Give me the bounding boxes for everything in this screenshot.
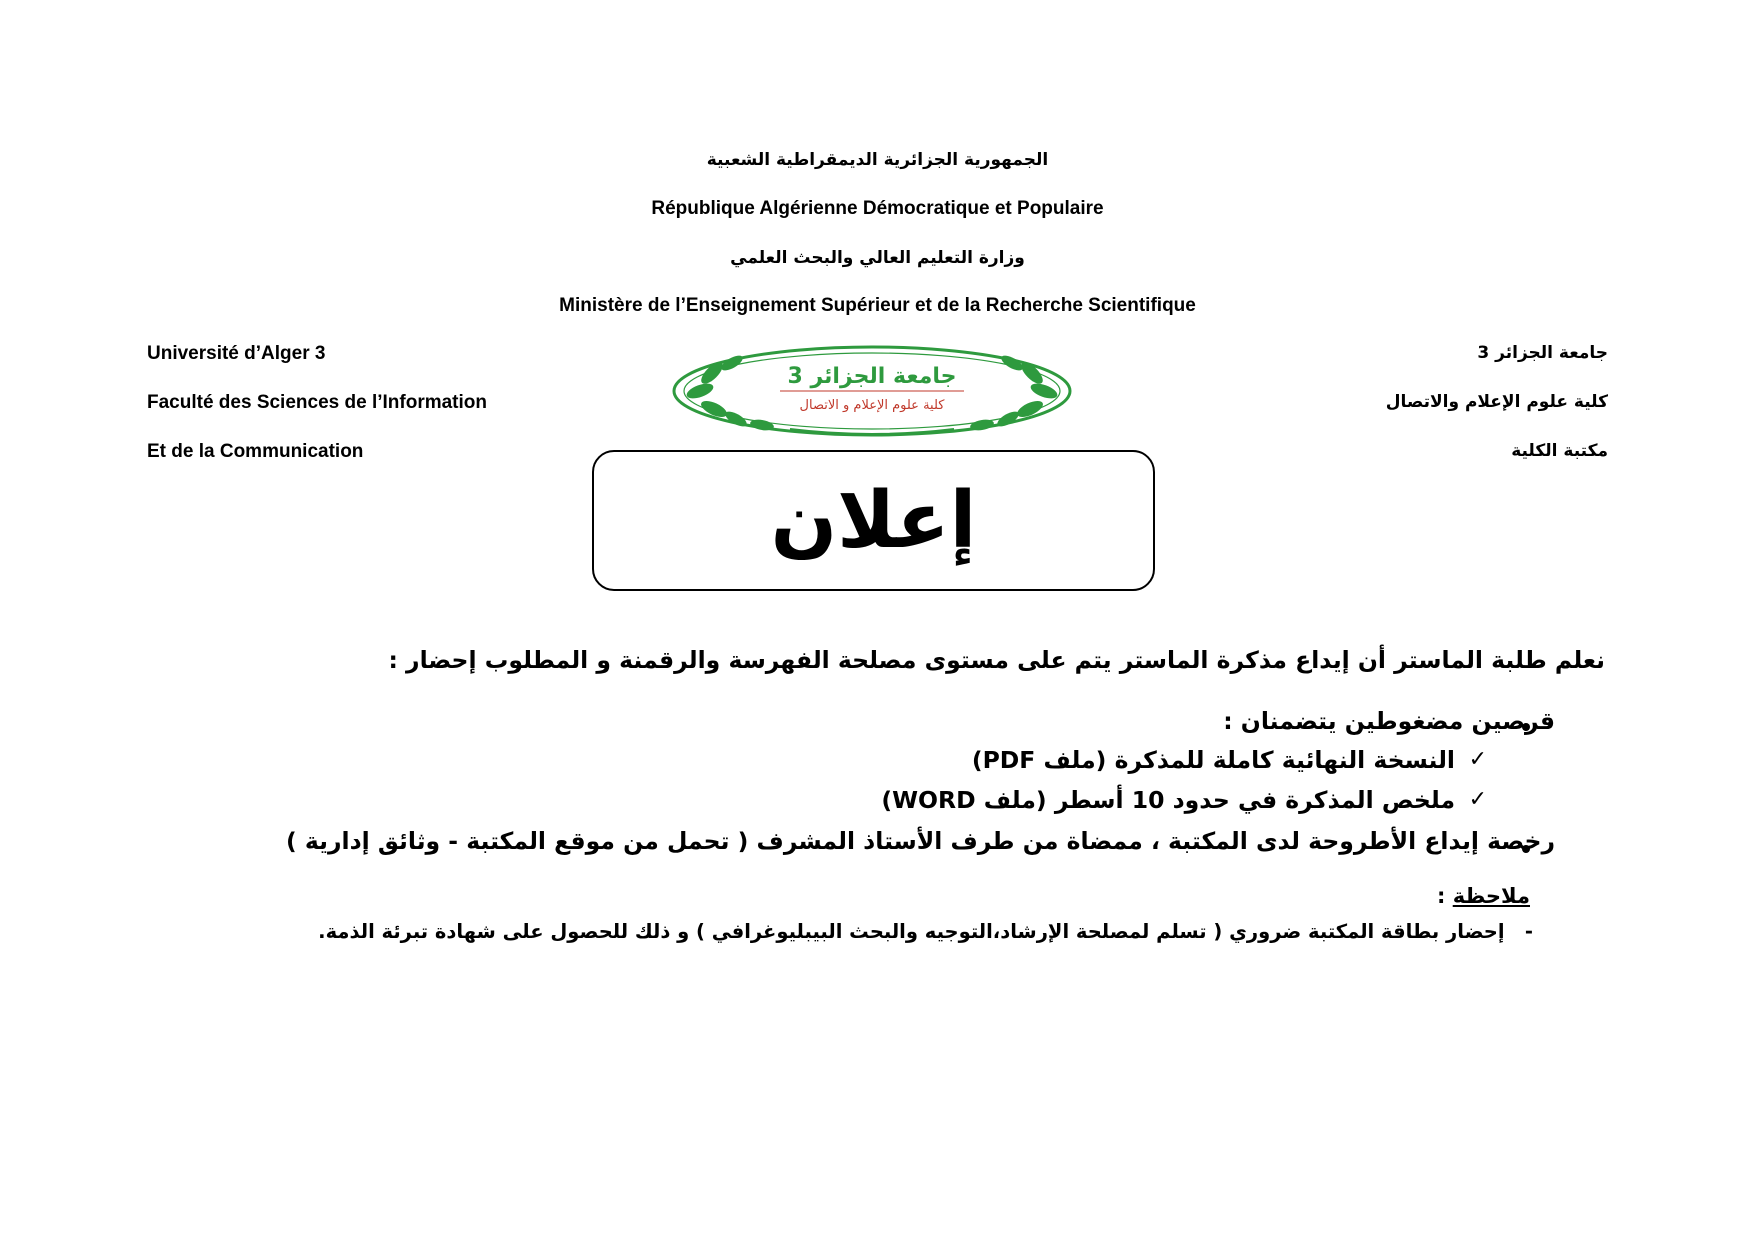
- header-ministry-fr: Ministère de l’Enseignement Supérieur et de la Recherche Scientifique: [559, 295, 1196, 316]
- university-fr: Université d’Alger 3: [147, 343, 326, 364]
- header-republic-ar: الجمهورية الجزائرية الديمقراطية الشعبية: [706, 150, 1049, 170]
- note-text: إحضار بطاقة المكتبة ضروري ( تسلم لمصلحة الإرشاد،التوجيه والبحث البيبليوغرافي ) و ذلك للحصول على شهادة تبرئة الذمة.: [318, 920, 1505, 943]
- check-item-pdf: النسخة النهائية كاملة للمذكرة (ملف PDF): [971, 746, 1455, 774]
- faculty-fr: Faculté des Sciences de l’Information: [147, 392, 487, 413]
- check-icon: ✓: [1468, 787, 1487, 812]
- check-icon: ✓: [1468, 747, 1487, 772]
- note-item: [318, 920, 1533, 943]
- bullet-item-cds: قرصين مضغوطين يتضمنان :: [1223, 707, 1555, 735]
- faculty-logo: [670, 343, 1074, 439]
- note-title-label: ملاحظة: [1452, 884, 1530, 908]
- check-item-word: ملخص المذكرة في حدود 10 أسطر (ملف WORD): [881, 786, 1455, 814]
- note-dash: -: [1524, 920, 1533, 943]
- header-ministry-ar: وزارة التعليم العالي والبحث العلمي: [730, 248, 1025, 268]
- faculty-fr-continued: Et de la Communication: [147, 441, 364, 462]
- university-ar: جامعة الجزائر 3: [1477, 343, 1608, 363]
- bullet-item-permit: رخصة إيداع الأطروحة لدى المكتبة ، ممضاة من طرف الأستاذ المشرف ( تحمل من موقع المكتبة - وثائق إدارية ): [285, 827, 1555, 855]
- announcement-box: [592, 450, 1155, 591]
- faculty-ar: كلية علوم الإعلام والاتصال: [1385, 392, 1608, 412]
- announcement-title: إعلان: [770, 475, 977, 566]
- note-title-colon: :: [1437, 884, 1453, 908]
- logo-bottom-text: كلية علوم الإعلام و الاتصال: [799, 398, 945, 413]
- intro-paragraph: نعلم طلبة الماستر أن إيداع مذكرة الماستر يتم على مستوى مصلحة الفهرسة والرقمنة و المطلوب إحضار :: [388, 646, 1605, 674]
- header-republic-fr: République Algérienne Démocratique et Populaire: [651, 198, 1104, 219]
- library-ar: مكتبة الكلية: [1511, 441, 1608, 461]
- note-title: [1437, 884, 1530, 908]
- logo-top-text: جامعة الجزائر 3: [787, 364, 957, 389]
